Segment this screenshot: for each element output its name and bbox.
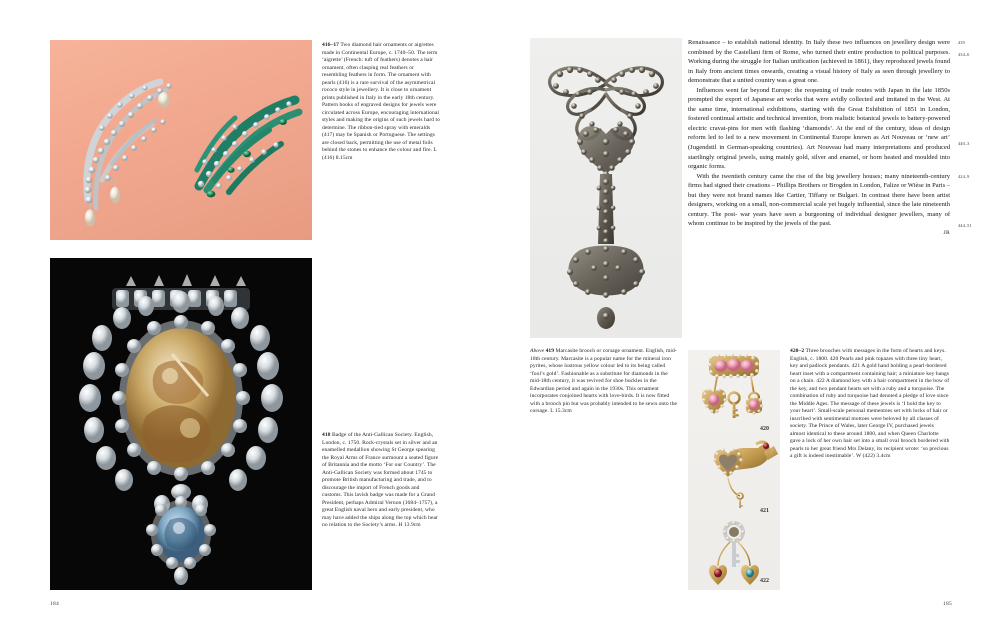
caption-419-text: Marcasite brooch or corsage ornament. English, mid-18th century. Marcasite is a popular name for the mineral iron pyrites, whose lustrous yellow colour led to its being called ‘fool’s gold’. Fashionable as a substitute for diamonds in the mid-18th century, it was revived for shoe buckles in the Edwardian period and again in the 1930s. This ornament incorporates conjoined hearts with love-birds. It is now fitted with a brooch pin but was probably intended to be sewn onto the corsage. L 15.3cm — [530, 348, 678, 415]
main-essay — [688, 38, 950, 237]
folio-left: 184 — [50, 601, 60, 607]
figure-label-421: 421 — [760, 508, 769, 514]
figure-label-422: 422 — [760, 578, 769, 584]
right-page — [500, 0, 1000, 637]
folio-right: 185 — [942, 601, 952, 607]
figure-416-17 — [50, 40, 312, 240]
caption-419-number: 419 — [545, 348, 555, 354]
margin-note-4: 424–9 — [958, 174, 970, 179]
caption-416-17 — [322, 42, 440, 162]
essay-paragraph-3: With the twentieth century came the rise of the big jewellery houses; many nineteenth-century firms had signed their creations – Phillips Brothers or Brogden in London, Falize or Wièse in Paris – but they were not brand names like Cartier, Tiffany or Bulgari. In contrast there have been artist designers, working on a small, non-commercial scale yet hugely influential, since the late nineteenth century. The post- war years have seen a burgeoning of individual designer jewellers, many of whom continue to be inspired by the jewels of the past. — [688, 172, 950, 228]
aigrette-417-illustration — [185, 70, 305, 210]
caption-416-17-text: Two diamond hair ornaments or aigrettes made in Continental Europe, c. 1740–50. The term ‘aigrette’ (French: tuft of feathers) denotes a hair ornament, often clasping real feathers or resembling feathers in form. The ornament with pearls (416) is a rare survival of the asymmetrical rococo style in jewellery. It is close to ornament prints published in Italy in the early 18th century. Pattern books of engraved designs for jewels were circulated across Europe, encouraging international styles and making the origins of such jewels hard to determine. The ribbon-tied spray with emeralds (417) may be Spanish or Portuguese. The settings are closed back, permitting the use of metal foils behind the stones to enhance the colour and fire. L (416) 8.15cm — [322, 42, 440, 161]
marcasite-brooch-illustration — [530, 38, 682, 338]
caption-420-2-number: 420–2 — [790, 348, 805, 354]
caption-419 — [530, 348, 678, 416]
figure-420-2 — [688, 350, 780, 590]
essay-signature: JR — [943, 229, 950, 236]
margin-note-5: 444–51 — [958, 223, 972, 228]
caption-418-number: 418 — [322, 432, 331, 438]
caption-418 — [322, 432, 440, 530]
hearts-and-keys-brooches-illustration — [688, 350, 780, 590]
margin-notes — [958, 38, 998, 268]
caption-420-2 — [790, 348, 950, 461]
margin-note-1: 439 — [958, 40, 965, 45]
aigrette-416-illustration — [68, 60, 188, 230]
caption-419-prefix: Above — [530, 348, 545, 354]
caption-420-2-text: Three brooches with messages in the form of hearts and keys. English, c. 1800. 420 Pearls and pink topazes with three tiny heart, key and padlock pendants. 421 A gold hand holding a pearl-bordered heart inset with a compartment containing hair; a miniature key hangs on a chain. 422 A diamond key with a hair compartment in the bow of the key, and two pendant hearts set with a ruby and a turquoise. The combination of ruby and turquoise had denoted a pledge of love since the Middle Ages. The message of these jewels is ‘I hold the key to your heart’. Small-scale personal mementoes set with locks of hair or inscribed with sentimental mottoes were beloved by all classes of society. The Prince of Wales, later George IV, purchased jewels almost identical to these around 1800, and when Queen Charlotte gave a lock of her own hair set into a small oval brooch bordered with pearls to her great friend Mrs Delany, its recipient wrote: ‘so precious a gift is indeed inestimable’. W (422) 3.4cm — [790, 348, 950, 460]
essay-paragraph-1: Renaissance – to establish national identity. In Italy these two influences on jewellery design were combined by the Castellani firm of Rome, who turned their entire production to political purposes. Working during the struggle for Italian unification (achieved in 1861), they reproduced jewels found in Italy from ancient times onwards, creating a visual history of Italy as seen through jewellery to demonstrate that a united country was a great one. — [688, 39, 950, 85]
anti-gallican-badge-illustration — [50, 258, 312, 590]
margin-note-2: 434–6 — [958, 52, 970, 57]
figure-label-420: 420 — [760, 426, 769, 432]
caption-416-17-number: 416–17 — [322, 42, 339, 48]
figure-419 — [530, 38, 682, 338]
caption-418-text: Badge of the Anti-Gallican Society. English, London, c. 1750. Rock-crystals set in silver and an enamelled medallion showing St George spearing the Royal Arms of France surmount a seated figure of Britannia and the motto ‘For our Country’. The Anti-Gallican Society was formed about 1745 to promote British manufacturing and trade, and to discourage the import of French goods and customs. This lavish badge was made for a Grand President, perhaps Admiral Vernon (1684–1757), a great English naval hero and early president, who may have added the ships along the top which bear no relation to the Society’s arms. H 13.9cm — [322, 432, 439, 529]
figure-418 — [50, 258, 312, 590]
margin-note-3: 440–3 — [958, 141, 970, 146]
essay-paragraph-2: Influences went far beyond Europe: the reopening of trade routes with Japan in the late 1850s prompted the export of Japanese art works that were avidly collected and imitated in the West. At the same time, international exhibitions, starting with the Great Exhibition of 1851 in London, fostered continual artistic and technical invention, from realistic botanical jewels to battery-powered electric cravat-pins for men with flashing ‘diamonds’. At the end of the century, ideas of design reform led to led to a new movement in Continental Europe known as Art Nouveau or ‘new art’ (Jugendstil in German-speaking countries). Art Nouveau had many interpretations and produced startlingly original jewels, using mainly gold, silver and enamel, or horn heated and moulded into organic forms. — [688, 86, 950, 171]
